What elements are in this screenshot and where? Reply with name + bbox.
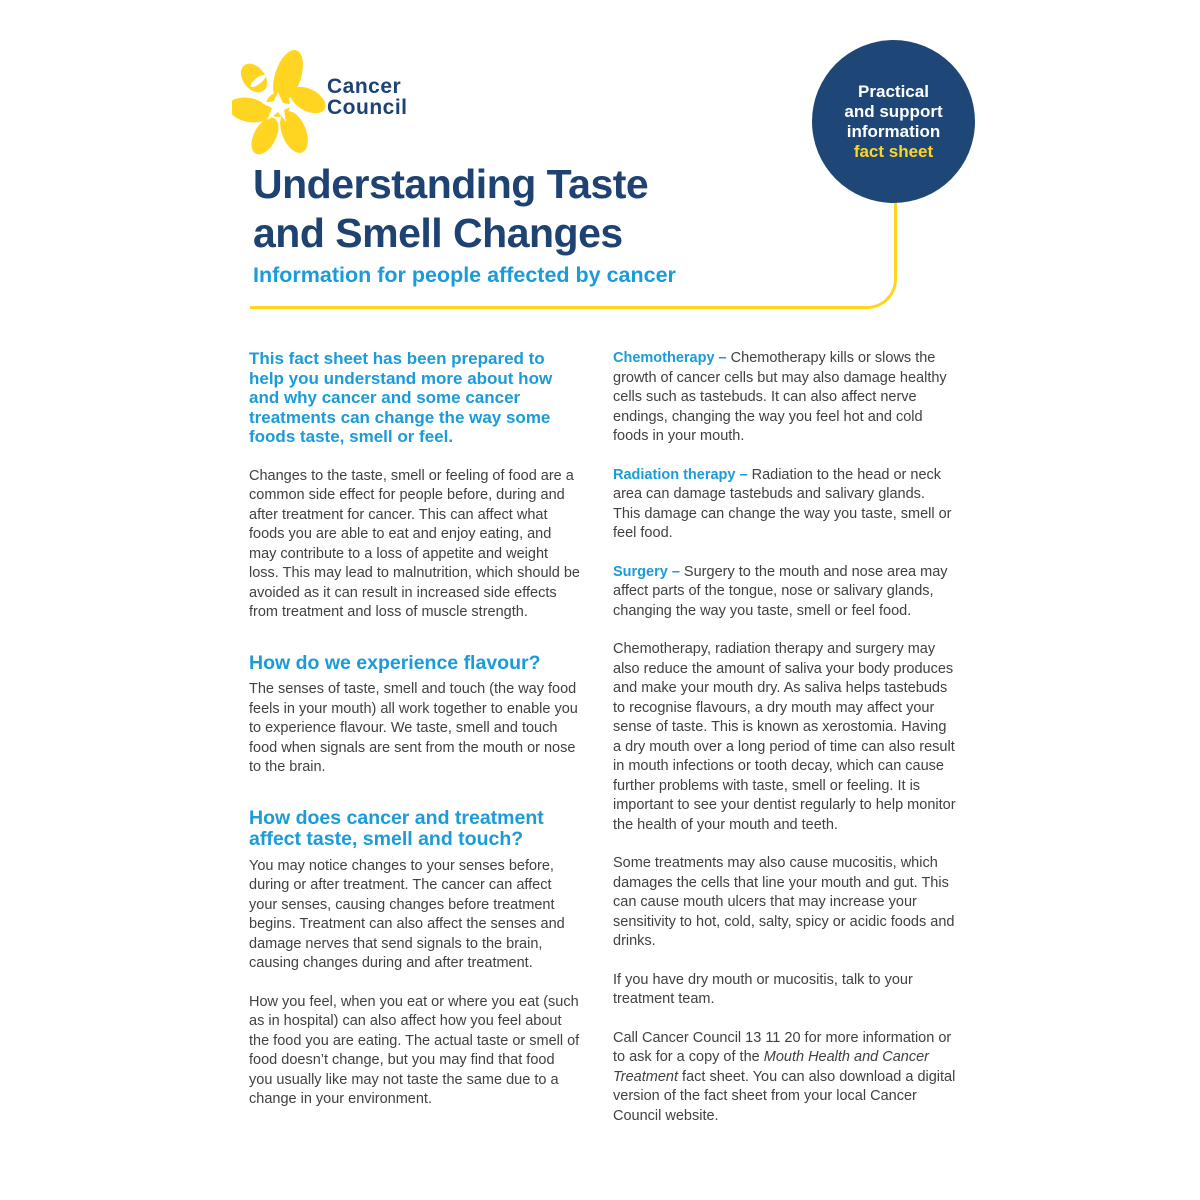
daffodil-icon — [232, 48, 328, 156]
radiation-label: Radiation therapy – — [613, 466, 748, 483]
paragraph: If you have dry mouth or mucositis, talk to your treatment team. — [613, 971, 913, 1007]
page-title-line1: Understanding Taste — [253, 161, 649, 207]
logo-line2: Council — [327, 96, 408, 119]
left-column — [249, 349, 580, 1129]
fact-sheet-title-italic: Mouth Health and Cancer Treatment — [613, 1049, 929, 1085]
call-info-part2: fact sheet. You can also download a digital version of the fact sheet from your local Cancer Council website. — [613, 1068, 956, 1124]
paragraph: Changes to the taste, smell or feeling of food are a common side effect for people before, during and after treatment for cancer. This can affect what foods you are able to eat and enjoy eating, and may contribute to a loss of appetite and weight loss. This may lead to malnutrition, which should be avoided as it can result in increased side effects from treatment and loss of muscle strength. — [249, 467, 580, 620]
badge-line1: Practical — [858, 81, 929, 101]
call-info-part1: Call Cancer Council 13 11 20 for more information or to ask for a copy of the — [613, 1029, 952, 1065]
chemotherapy-text: Chemotherapy kills or slows the growth of cancer cells but may also damage healthy cells such as tastebuds. It can also affect nerve endings, changing the way you feel hot and cold foods in your mouth. — [613, 350, 947, 444]
paragraph: Some treatments may also cause mucositis, which damages the cells that line your mouth and gut. This can cause mouth ulcers that may increase your sensitivity to hot, cold, salty, spicy or acidic foods and drinks. — [613, 855, 955, 949]
paragraph: How you feel, when you eat or where you eat (such as in hospital) can also affect how you feel about the food you are eating. The actual taste or smell of food doesn’t change, but you may find that food you usually like may not taste the same due to a change in your environment. — [249, 993, 580, 1107]
page-title-line2: and Smell Changes — [253, 210, 623, 256]
right-column — [613, 349, 956, 1145]
intro-paragraph: This fact sheet has been prepared to help you understand more about how and why cancer and some cancer treatments can change the way some foods taste, smell or feel. — [249, 349, 553, 446]
badge-fact-sheet-label: fact sheet — [853, 141, 934, 161]
paragraph: You may notice changes to your senses before, during or after treatment. The cancer can affect your senses, causing changes before treatment begins. Treatment can also affect the senses and damage nerves that send signals to the brain, causing changes during and after treatment. — [249, 857, 565, 971]
paragraph: Chemotherapy, radiation therapy and surgery may also reduce the amount of saliva your body produces and make your mouth dry. As saliva helps tastebuds to recognise flavours, a dry mouth may affect your sense of taste. This is known as xerostomia. Having a dry mouth over a long period of time can also result in mouth infections or tooth decay, which can cause further problems with taste, smell or feeling. It is important to see your dentist regularly to help monitor the health of your mouth and teeth. — [613, 641, 956, 833]
paragraph: The senses of taste, smell and touch (the way food feels in your mouth) all work together to enable you to experience flavour. We taste, smell and touch food when signals are sent from the mouth or nose to the brain. — [249, 681, 578, 775]
surgery-text: Surgery to the mouth and nose area may affect parts of the tongue, nose or salivary glands, changing the way you taste, smell or feel food. — [613, 563, 948, 619]
badge-line2: and support — [844, 101, 943, 121]
logo-line1: Cancer — [327, 75, 402, 98]
surgery-label: Surgery – — [613, 563, 680, 580]
badge-line3: information — [846, 121, 941, 141]
fact-sheet-badge — [812, 40, 975, 203]
section-heading-cancer-treatment: How does cancer and treatment affect taste, smell and touch? — [249, 806, 544, 850]
treatment-item-surgery — [613, 563, 956, 622]
chemotherapy-label: Chemotherapy – — [613, 350, 727, 366]
header-rule-connector — [250, 200, 897, 309]
page-subtitle: Information for people affected by cancer — [253, 263, 676, 287]
radiation-text: Radiation to the head or neck area can damage tastebuds and salivary glands. This damage can change the way you taste, smell or feel food. — [613, 466, 952, 541]
paragraph-call-info — [613, 1029, 956, 1127]
treatment-item-chemotherapy — [613, 349, 956, 447]
treatment-item-radiation — [613, 466, 956, 544]
logo-wordmark — [327, 76, 408, 118]
section-heading-flavour: How do we experience flavour? — [249, 651, 541, 674]
